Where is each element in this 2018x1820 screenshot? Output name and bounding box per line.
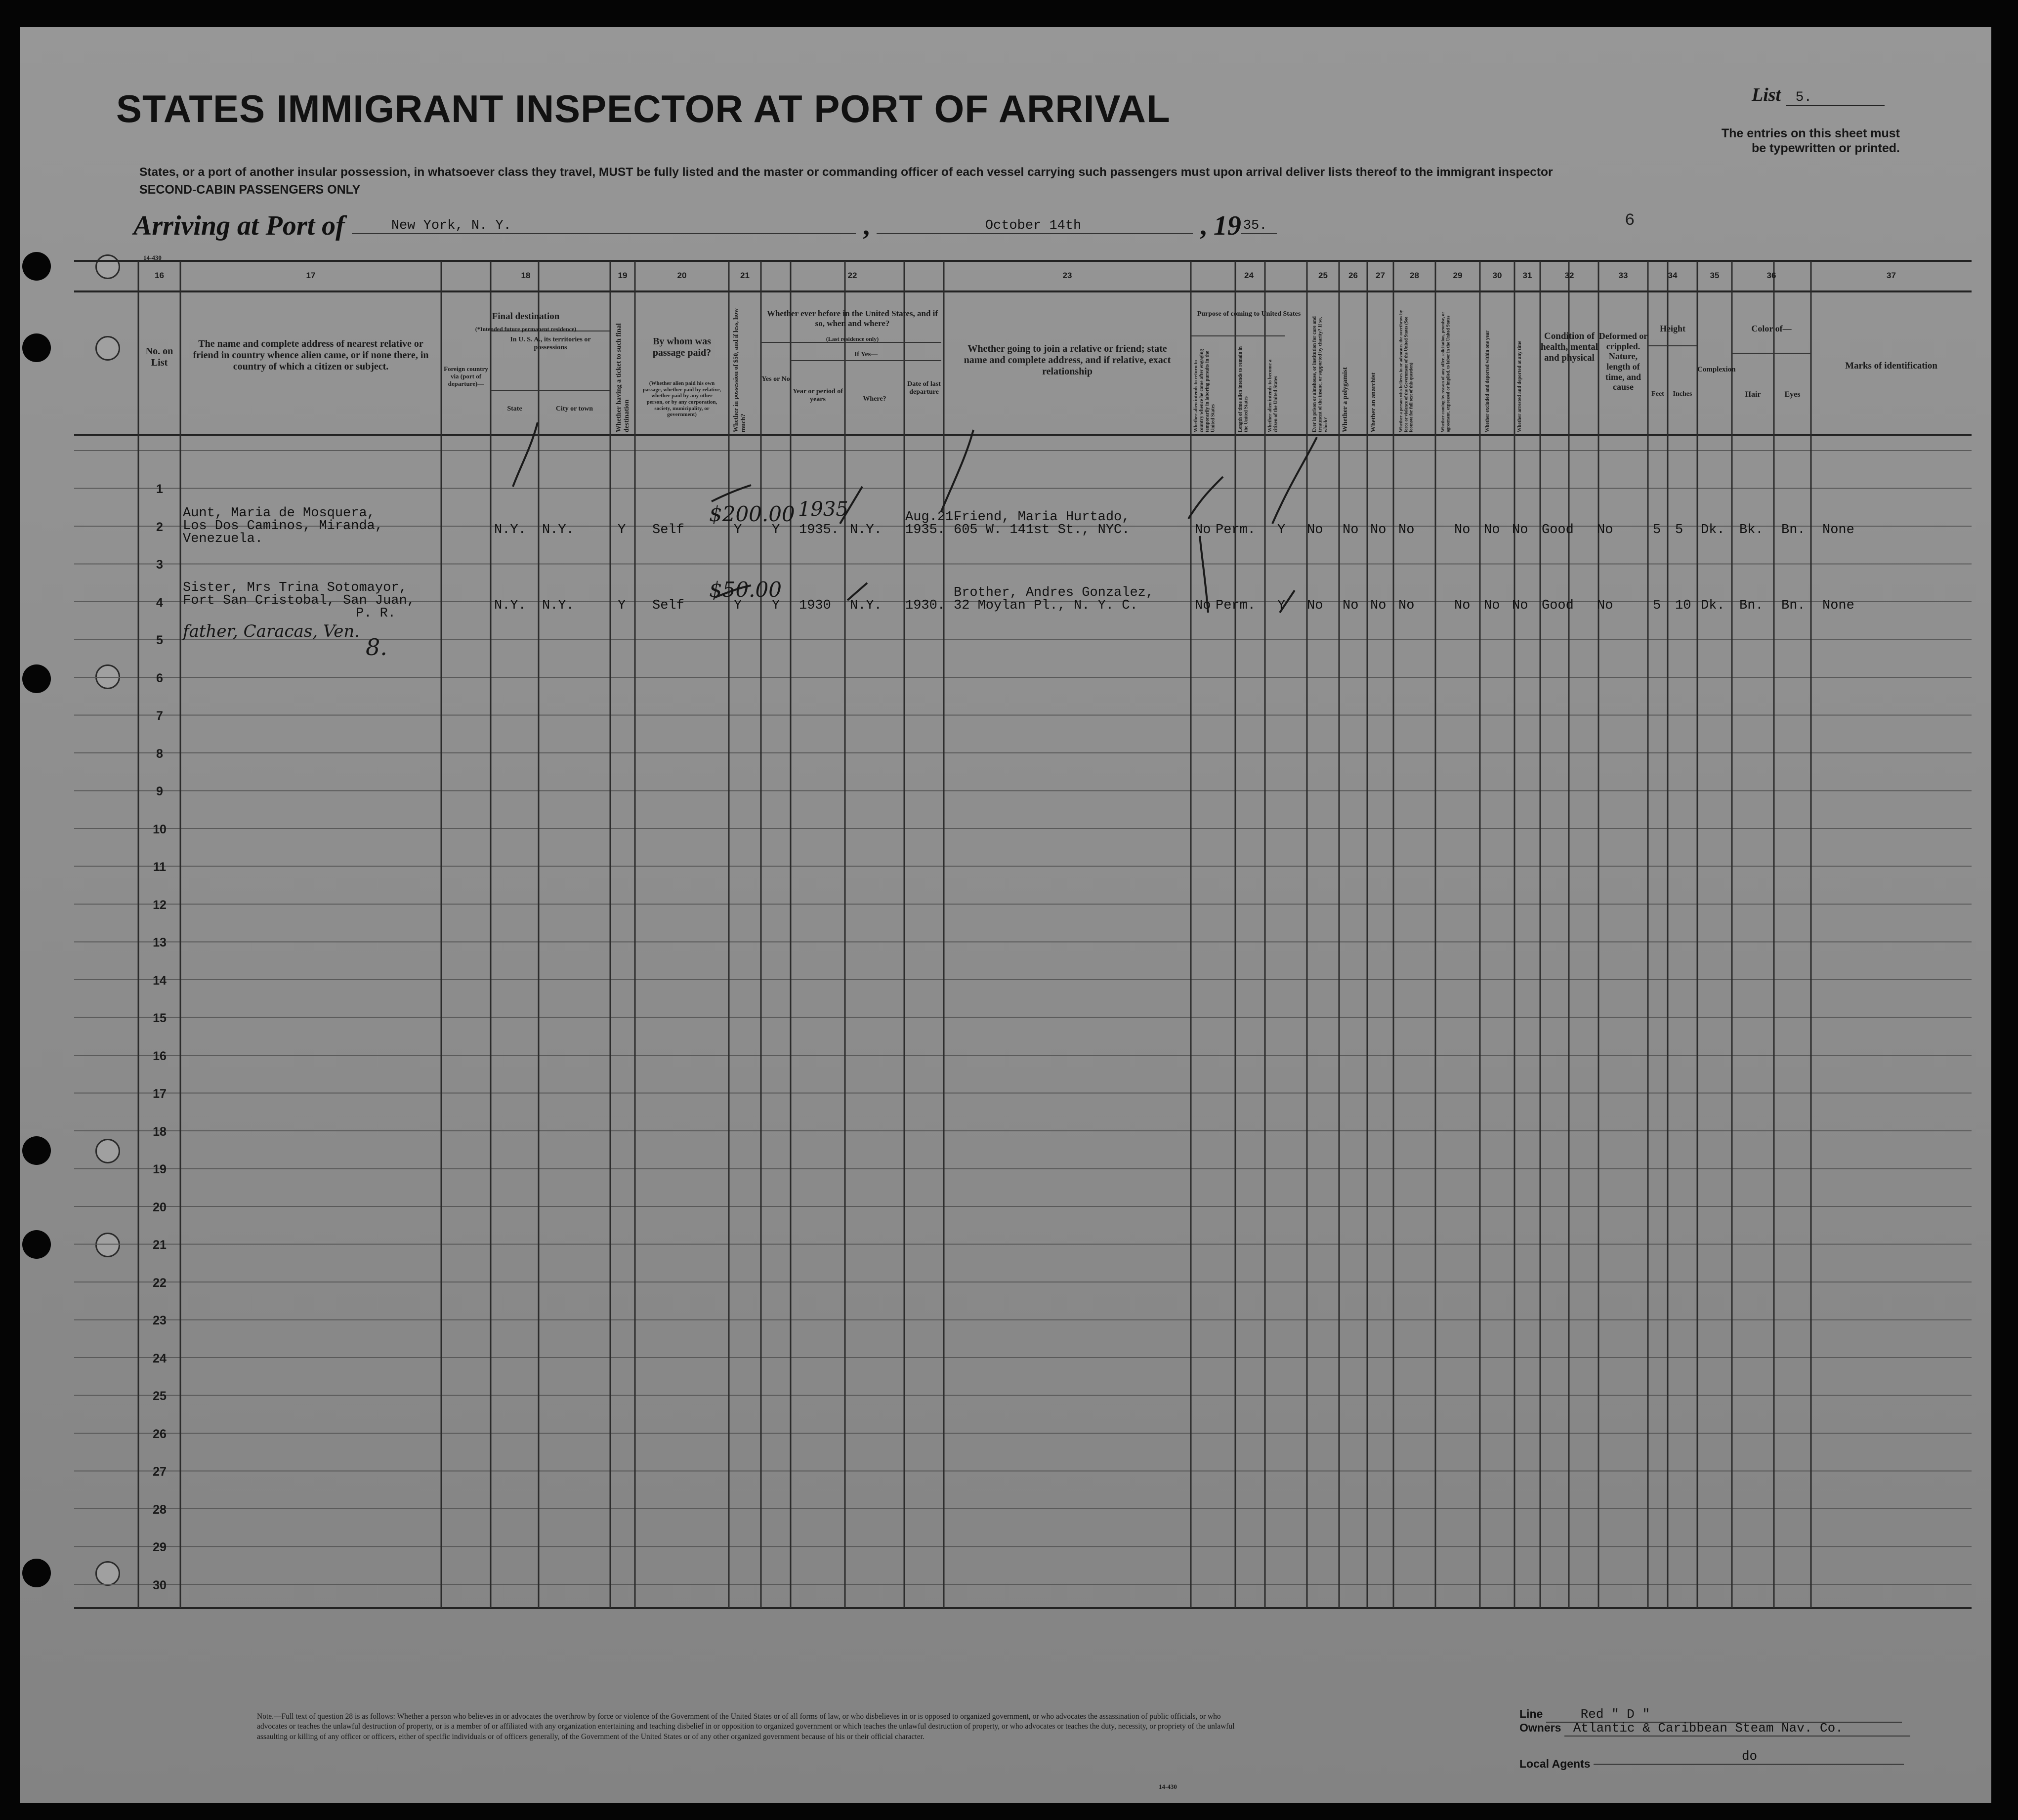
column-header-label: Foreign country via (port of departure)— — [444, 365, 488, 387]
destination-city: N.Y. — [542, 598, 574, 613]
column-number: 36 — [1766, 271, 1776, 280]
column-header-label: Whether a person who believes in or advocates the overthrow by force or violence of the Government of the United States (See footnote for full text of this question) — [1398, 310, 1414, 432]
col28-cell: No — [1398, 598, 1415, 613]
agents-field: Local Agents do — [1519, 1749, 1904, 1771]
column-header-label: Height — [1660, 324, 1685, 333]
hair-color: Bk. — [1739, 523, 1764, 538]
money-mark: Y — [734, 523, 742, 538]
row-number: 16 — [153, 1049, 167, 1063]
column-header-label: Complexion — [1697, 366, 1736, 373]
column-header-label: Whether excluded and deported within one year — [1485, 331, 1490, 432]
where-in-us: N.Y. — [850, 523, 882, 538]
column-header-label: Whether having a ticket to such final destination — [615, 323, 631, 432]
purpose-return: No — [1195, 523, 1211, 538]
column-number: 37 — [1887, 271, 1896, 280]
row-number: 25 — [153, 1389, 167, 1403]
row-number: 19 — [153, 1162, 167, 1176]
column-number: 17 — [306, 271, 316, 280]
handwritten-year: 1935 — [798, 498, 848, 521]
column-number: 16 — [155, 271, 164, 280]
col29-cell: No — [1454, 598, 1471, 613]
row-number: 28 — [153, 1502, 167, 1517]
column-number: 31 — [1522, 271, 1532, 280]
column-header-label: Whether in possession of $50, and if less, how much? — [732, 308, 747, 432]
joining-relative-line: Brother, Andres Gonzalez, — [954, 585, 1154, 600]
joining-relative-line: Friend, Maria Hurtado, — [954, 510, 1130, 525]
line-field: Line Red " D " — [1519, 1707, 1902, 1723]
joining-relative-line: 605 W. 141st St., NYC. — [954, 523, 1130, 538]
column-header-label: (Last residence only) — [826, 335, 879, 342]
column-header-label: Whether alien intends to become a citizen of the United States — [1267, 359, 1279, 432]
column-number: 24 — [1244, 271, 1254, 280]
row-number: 1 — [156, 482, 163, 496]
column-number: 28 — [1410, 271, 1419, 280]
row-number: 22 — [153, 1276, 167, 1290]
row-number: 3 — [156, 558, 163, 572]
relative-address-line: Aunt, Maria de Mosquera, — [183, 506, 375, 521]
column-header-label: Whether an anarchist — [1369, 372, 1377, 432]
column-header-label: Purpose of coming to United States — [1197, 310, 1301, 318]
column-header-label: If Yes— — [854, 351, 878, 358]
page-mark: 6 — [1625, 211, 1635, 230]
owners-field: Owners Atlantic & Caribbean Steam Nav. Co. — [1519, 1721, 1910, 1737]
column-number: 29 — [1453, 271, 1463, 280]
row-number: 26 — [153, 1427, 167, 1441]
passage-paid-by: Self — [652, 523, 684, 538]
complexion-cell: Dk. — [1701, 598, 1725, 613]
before-in-us: Y — [772, 523, 780, 538]
column-header-label: (*Intended future permanent residence) — [475, 326, 577, 332]
last-departure: 1935. — [905, 523, 946, 538]
health-cell: Good — [1542, 598, 1574, 613]
owners-value: Atlantic & Caribbean Steam Nav. Co. — [1564, 1721, 1910, 1737]
column-header-label: Deformed or crippled. Nature, length of time, and cause — [1598, 331, 1648, 392]
destination-city: N.Y. — [542, 523, 574, 538]
col31-cell: No — [1512, 523, 1528, 538]
row-number: 8 — [156, 746, 163, 761]
last-departure: Aug.21. — [905, 510, 962, 525]
column-header-label: The name and complete address of nearest relative or friend in country whence alien came, or if none there, in country of which a citizen or subject. — [193, 338, 429, 372]
relative-address-line: P. R. — [356, 606, 396, 621]
complexion-cell: Dk. — [1701, 523, 1725, 538]
column-header-label: Color of— — [1751, 324, 1792, 333]
column-number: 30 — [1492, 271, 1502, 280]
col27-cell: No — [1370, 523, 1387, 538]
row-number: 30 — [153, 1578, 167, 1592]
column-header-label: Ever in prison or almshouse, or institution for care and treatment of the insane, or supported by charity? If so, which? — [1312, 316, 1329, 432]
column-header-label: Whether a polygamist — [1342, 367, 1349, 432]
identification-marks: None — [1822, 523, 1854, 538]
column-header-label: No. on List — [145, 346, 173, 368]
height-inches: 5 — [1675, 523, 1683, 538]
col25-cell: No — [1307, 523, 1323, 538]
relative-address-line: Los Dos Caminos, Miranda, — [183, 519, 383, 534]
column-header-label: Feet — [1651, 390, 1664, 398]
row-number: 15 — [153, 1011, 167, 1025]
relative-address-line: Fort San Cristobal, San Juan, — [183, 593, 415, 608]
col26-cell: No — [1343, 598, 1359, 613]
purpose-length: Perm. — [1216, 598, 1256, 613]
column-header-label: Whether going to join a relative or friend; state name and complete address, and if relative, exact relationship — [964, 343, 1171, 377]
column-header-label: Inches — [1673, 390, 1692, 398]
before-in-us: Y — [772, 598, 780, 613]
year-in-us: 1935. — [799, 523, 840, 538]
column-header-label: City or town — [555, 405, 593, 413]
column-header-label: Year or period of years — [793, 388, 843, 404]
row-number: 17 — [153, 1087, 167, 1101]
line-value: Red " D " — [1546, 1707, 1902, 1723]
row-number: 18 — [153, 1124, 167, 1139]
relative-address-line: Venezuela. — [183, 532, 263, 546]
col26-cell: No — [1343, 523, 1359, 538]
row-number: 20 — [153, 1200, 167, 1214]
row-number: 7 — [156, 709, 163, 723]
where-in-us: N.Y. — [850, 598, 882, 613]
row-number: 9 — [156, 785, 163, 798]
column-number: 20 — [677, 271, 687, 280]
column-header-label: State — [507, 405, 522, 413]
arrival-date: October 14th — [877, 218, 1193, 234]
height-inches: 10 — [1675, 598, 1691, 613]
arrival-year-prefix: 19 — [1213, 210, 1241, 241]
footnote: Note.—Full text of question 28 is as follows: Whether a person who believes in or advocates the overthrow by force or violence of the Government of the United States or of all forms of law, or who disbelieves in or is opposed to organized government, or who advocates the assassination of public officials, or who advocates or teaches the unlawful destruction of property, or is a member of or affiliated with any organization entertaining and teaching disbelief in or opposition to organized government or which teaches the unlawful destruction of property, or who advocates or teaches the duty, necessity, or propriety of the unlawful assaulting or killing of any officer or officers, either of specific individuals or of officers generally, of the Government of the United States or of any other organized government because of his or their official character. — [257, 1712, 1235, 1741]
col30-cell: No — [1484, 523, 1500, 538]
joining-relative-line: 32 Moylan Pl., N. Y. C. — [954, 598, 1138, 613]
row-number: 10 — [153, 822, 167, 836]
page-title: STATES IMMIGRANT INSPECTOR AT PORT OF ARRIVAL — [116, 87, 1171, 130]
money-amount: $200.00 — [709, 502, 795, 526]
passage-paid-by: Self — [652, 598, 684, 613]
relative-address-line: Sister, Mrs Trina Sotomayor, — [183, 580, 407, 595]
col30-cell: No — [1484, 598, 1500, 613]
arrival-line: Arriving at Port of New York, N. Y. , October 14th , 19 $^{35.}$ — [133, 210, 1277, 242]
column-header-label: Yes or No — [761, 375, 790, 383]
height-feet: 5 — [1653, 523, 1661, 538]
col25-cell: No — [1307, 598, 1323, 613]
deformed-cell: No — [1597, 523, 1613, 538]
row-number: 23 — [153, 1314, 167, 1327]
eye-color: Bn. — [1781, 598, 1806, 613]
purpose-citizen: Y — [1277, 523, 1286, 538]
column-header-label: Condition of health, mental and physical — [1540, 331, 1598, 363]
ticket-cell: Y — [618, 598, 626, 613]
column-header-label: Where? — [863, 395, 886, 403]
col27-cell: No — [1370, 598, 1387, 613]
row-number: 6 — [156, 671, 163, 685]
form-number-top: 14-430 — [143, 254, 162, 261]
form-number-bottom: 14-430 — [1159, 1783, 1177, 1790]
column-number: 18 — [521, 271, 531, 280]
column-number: 27 — [1376, 271, 1385, 280]
column-header-label: In U. S. A., its territories or possessions — [510, 336, 591, 352]
column-number: 23 — [1062, 271, 1072, 280]
money-mark: Y — [734, 598, 742, 613]
row-number: 4 — [156, 595, 163, 610]
arrival-port: New York, N. Y. — [352, 218, 856, 234]
column-number: 34 — [1668, 271, 1678, 280]
destination-state: N.Y. — [494, 523, 526, 538]
column-number: 26 — [1348, 271, 1358, 280]
row-number: 27 — [153, 1465, 167, 1479]
column-header-label: By whom was passage paid? — [652, 336, 712, 358]
cabin-class: SECOND-CABIN PASSENGERS ONLY — [139, 183, 361, 197]
column-number: 21 — [740, 271, 750, 280]
list-number: 5. — [1786, 90, 1885, 106]
agents-value: do — [1594, 1749, 1904, 1765]
row-number: 14 — [153, 973, 167, 988]
column-header-label: Whether coming by reason of any offer, solicitation, promise, or agreement, expressed or implied, to labor in the United States — [1440, 312, 1451, 432]
col31-cell: No — [1512, 598, 1528, 613]
column-header-label: Marks of identification — [1845, 361, 1937, 371]
identification-marks: None — [1822, 598, 1854, 613]
purpose-citizen: Y — [1277, 598, 1286, 613]
column-number: 25 — [1318, 271, 1328, 280]
purpose-return: No — [1195, 598, 1211, 613]
column-number: 19 — [618, 271, 628, 280]
eye-color: Bn. — [1781, 523, 1806, 538]
column-header-label: Hair — [1745, 390, 1761, 399]
row-number: 24 — [153, 1351, 167, 1365]
money-amount: $50.00 — [709, 578, 782, 602]
handwritten-annotation: 8. — [366, 634, 387, 661]
row-number: 21 — [153, 1238, 167, 1252]
column-number: 32 — [1564, 271, 1574, 280]
height-feet: 5 — [1653, 598, 1661, 613]
column-header-label: Whether alien intends to return to country whence he came after engaging temporarily in laboring pursuits in the United States — [1193, 349, 1216, 432]
year-in-us: 1930 — [799, 598, 831, 613]
row-number: 2 — [156, 520, 163, 534]
destination-state: N.Y. — [494, 598, 526, 613]
purpose-length: Perm. — [1216, 523, 1256, 538]
row-number: 5 — [156, 633, 163, 647]
health-cell: Good — [1542, 523, 1574, 538]
typewritten-note: The entries on this sheet must be typewritten or printed. — [1721, 126, 1900, 155]
row-number: 13 — [153, 936, 167, 950]
hair-color: Bn. — [1739, 598, 1764, 613]
last-departure: 1930. — [905, 598, 946, 613]
column-header-label: Date of last departure — [907, 380, 941, 396]
ticket-cell: Y — [618, 523, 626, 538]
deformed-cell: No — [1597, 598, 1613, 613]
column-header-label: (Whether alien paid his own passage, whether paid by relative, whether paid by any other person, or by any corporation, society, municipality, or government) — [642, 380, 721, 418]
column-number: 22 — [847, 271, 857, 280]
column-number: 35 — [1710, 271, 1720, 280]
arrival-year-suffix: 35. — [1241, 218, 1277, 234]
col28-cell: No — [1398, 523, 1415, 538]
row-number: 29 — [153, 1540, 167, 1554]
column-header-label: Final destination — [492, 311, 560, 322]
handwritten-annotation: father, Caracas, Ven. — [183, 621, 360, 641]
row-number: 12 — [153, 898, 167, 912]
column-header-label: Eyes — [1784, 390, 1801, 399]
column-number: 33 — [1618, 271, 1628, 280]
column-header-label: Whether ever before in the United States, and if so, when and where? — [766, 309, 938, 328]
column-header-label: Length of time alien intends to remain in the United States — [1238, 346, 1249, 432]
row-number: 11 — [153, 860, 167, 874]
list-label: List 5. — [1752, 84, 1885, 106]
subtitle: States, or a port of another insular possession, in whatsoever class they travel, MUST be fully listed and the master or commanding officer of each vessel carrying such passengers must upon arrival deliver lists thereof to the immigrant inspector — [139, 165, 1553, 179]
col29-cell: No — [1454, 523, 1471, 538]
column-header-label: Whether arrested and deported at any time — [1517, 340, 1522, 432]
